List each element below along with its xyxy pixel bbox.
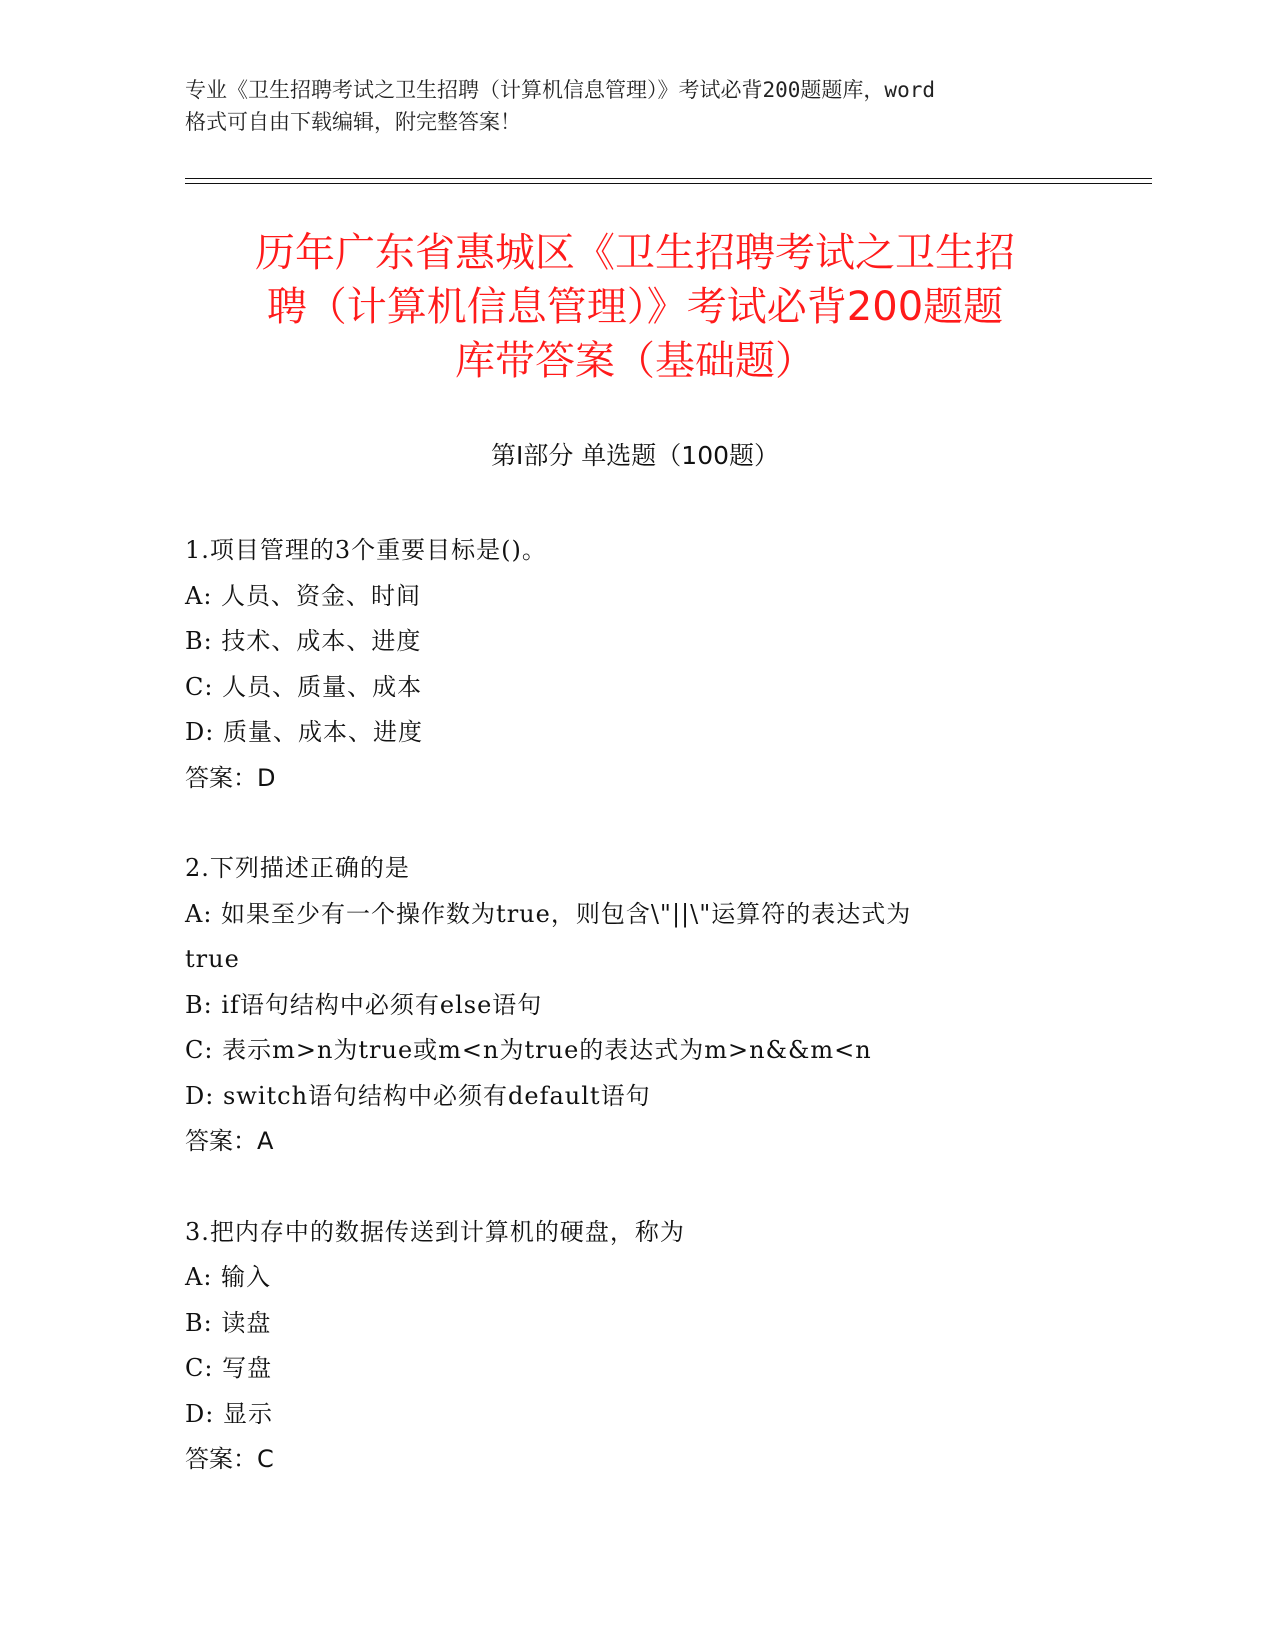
question-stem: 2.下列描述正确的是 [185,854,410,882]
answer: 答案：D [185,763,276,792]
question-stem: 1.项目管理的3个重要目标是()。 [185,536,547,564]
option-a-continued: true [185,945,240,973]
header-divider-top [185,178,1152,179]
option-b: B: if语句结构中必须有else语句 [185,990,543,1019]
option-d: D: switch语句结构中必须有default语句 [185,1081,651,1110]
answer: 答案：A [185,1127,274,1155]
option-b: B: 技术、成本、进度 [185,627,422,655]
answer: 答案：C [185,1445,274,1473]
document-title-line-2: 聘（计算机信息管理）》考试必背200题题 [266,284,1004,330]
header-note-line-1: 专业《卫生招聘考试之卫生招聘（计算机信息管理）》考试必背200题题库，word [185,78,935,102]
header-divider-bottom [185,183,1152,184]
document-title-line-1: 历年广东省惠城区《卫生招聘考试之卫生招 [255,230,1015,276]
question-1 [185,528,1085,801]
document-title [185,226,1085,388]
section-title: 第Ⅰ部分 单选题（100题） [490,441,780,470]
option-a: A: 人员、资金、时间 [185,581,422,610]
question-2 [185,846,1085,1165]
header-note-line-2: 格式可自由下载编辑，附完整答案！ [185,110,521,134]
option-c: C: 人员、质量、成本 [185,672,423,701]
question-3 [185,1210,1085,1483]
option-b: B: 读盘 [185,1308,272,1337]
question-stem: 3.把内存中的数据传送到计算机的硬盘，称为 [185,1217,685,1246]
option-a: A: 输入 [185,1263,272,1291]
question-list [185,528,1085,1528]
option-d: D: 显示 [185,1399,273,1428]
option-d: D: 质量、成本、进度 [185,718,423,746]
header-note [185,74,1085,138]
option-c: C: 写盘 [185,1354,273,1382]
option-a: A: 如果至少有一个操作数为true，则包含\"||\"运算符的表达式为 [185,899,912,928]
document-title-line-3: 库带答案（基础题） [455,338,815,384]
option-c: C: 表示m>n为true或m<n为true的表达式为m>n&&m<n [185,1036,872,1064]
